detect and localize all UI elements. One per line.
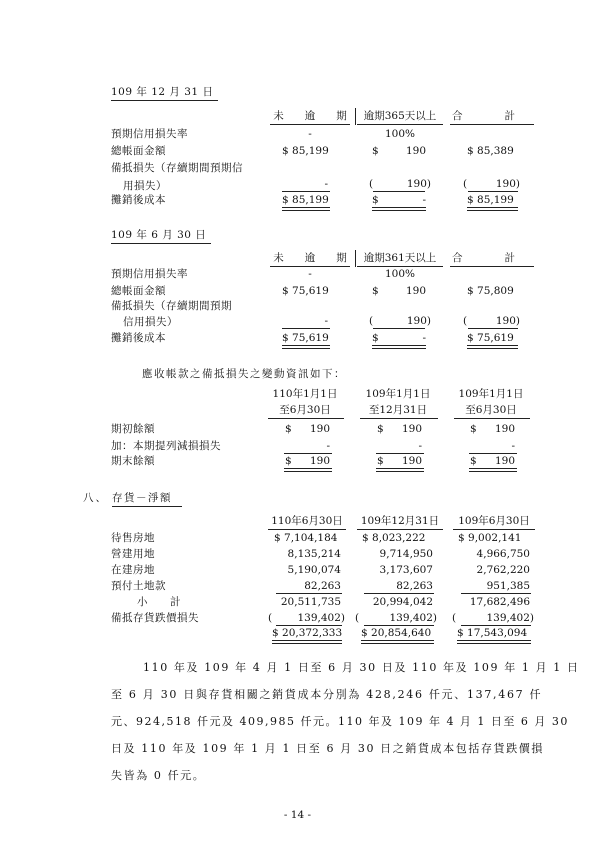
section-b-allowance-overdue-value: 190) (406, 315, 431, 327)
section-b-header-line-2 (357, 266, 443, 267)
paragraph-line: 失皆為 0 仟元。 (111, 769, 206, 782)
section-a-row-allowance-label-2: 用損失） (123, 180, 167, 192)
section-a-gross-overdue-value: 190 (405, 145, 426, 157)
movement-sub-line-3 (469, 453, 517, 454)
inventory-row-label: 備抵存貨跌價損失 (111, 612, 199, 624)
movement-row-opening-dollar-3: $ (470, 423, 477, 435)
inventory-row-value: 139,402) (297, 612, 345, 624)
section-b-gross-overdue-dollar: $ (372, 285, 379, 297)
section-a-amortized-overdue-dollar: $ (372, 194, 379, 206)
movement-row-opening-v3: 190 (494, 423, 515, 435)
inventory-row-value: 82,263 (396, 580, 433, 592)
inventory-paren: ( (355, 612, 360, 624)
movement-sub-line-1 (284, 453, 332, 454)
inventory-row-value: 8,135,214 (287, 548, 341, 560)
section-b-divider (355, 250, 356, 267)
inventory-paren: ( (268, 612, 273, 624)
inventory-heading-number: 八、 (83, 492, 108, 504)
section-a-total-line-2 (372, 207, 426, 211)
movement-col2-top: 109年1月1日 (365, 388, 431, 400)
section-b-header-total: 合 計 (452, 252, 515, 264)
movement-row-impairment-v2: - (418, 440, 422, 452)
section-b-header-line-1 (270, 266, 350, 267)
section-a-rate-overdue: 100% (384, 128, 416, 140)
section-b-row-allowance-label: 備抵損失（存續期間預期 (111, 300, 232, 312)
section-a-row-gross-label: 總帳面金額 (111, 145, 166, 157)
movement-row-impairment-label: 加：本期提列減損損失 (111, 440, 221, 452)
section-a-rate-not-overdue: - (308, 128, 312, 140)
movement-row-opening-dollar-2: $ (377, 423, 384, 435)
section-a-amortized-total: $ 85,199 (467, 194, 514, 206)
inventory-allowance-line-1 (276, 625, 342, 626)
inventory-row-label: 待售房地 (111, 532, 155, 544)
movement-total-line-2 (376, 468, 424, 472)
movement-row-impairment-v1: - (326, 440, 330, 452)
section-b-total-line-2 (372, 345, 426, 349)
paragraph-line: 元、924,518 仟元及 409,985 仟元。110 年及 109 年 4 月 1 日至 6 月 30 (111, 715, 569, 728)
section-b-sub-line-2 (373, 328, 425, 329)
inventory-paren: ( (452, 612, 457, 624)
section-b-gross-not-overdue: $ 75,619 (282, 285, 329, 297)
section-a-amortized-not-overdue: $ 85,199 (282, 194, 329, 206)
inventory-row-value: 951,385 (486, 580, 530, 592)
section-a-header-line-1 (270, 124, 350, 125)
paragraph-line: 至 6 月 30 日與存貨相關之銷貨成本分別為 428,246 仟元、137,467 仟 (111, 688, 543, 701)
section-a-row-allowance-label: 備抵損失（存續期間預期信 (111, 162, 243, 174)
section-b-rate-overdue: 100% (384, 268, 416, 280)
section-b-row-rate-label: 預期信用損失率 (111, 268, 188, 280)
movement-row-closing-dollar-2: $ (377, 455, 384, 467)
inventory-total-line-2 (361, 640, 434, 644)
section-b-allowance-not-overdue: - (324, 315, 328, 327)
inventory-subtotal-line-1 (276, 593, 342, 594)
section-a-allowance-overdue-value: 190) (406, 178, 431, 190)
section-a-sub-line-1 (282, 191, 330, 192)
section-b-total-line-1 (282, 345, 330, 349)
inventory-row-label: 營建用地 (111, 548, 155, 560)
section-b-row-amortized-label: 攤銷後成本 (111, 332, 166, 344)
movement-row-impairment-v3: - (511, 440, 515, 452)
movement-header-line-1 (268, 418, 344, 419)
movement-row-opening-v1: 190 (309, 423, 330, 435)
inventory-subtotal-line-3 (461, 593, 531, 594)
section-b-sub-line-1 (282, 328, 330, 329)
movement-sub-line-2 (376, 453, 424, 454)
inventory-row-value: 2,762,220 (476, 564, 530, 576)
movement-col2-sub: 至12月31日 (368, 404, 428, 416)
section-b-date-underline (111, 243, 211, 244)
inventory-total-line-3 (457, 640, 531, 644)
inventory-header-line-2 (357, 529, 443, 530)
inventory-allowance-line-3 (461, 625, 531, 626)
inventory-row-value: 4,966,750 (476, 548, 530, 560)
section-a-allowance-total-value: 190) (495, 178, 520, 190)
movement-total-line-1 (284, 468, 332, 472)
section-a-row-amortized-label: 攤銷後成本 (111, 194, 166, 206)
inventory-header-2: 109年12月31日 (360, 515, 440, 527)
section-a-header-total: 合 計 (452, 110, 515, 122)
section-a-header-not-overdue: 未 逾 期 (273, 110, 347, 122)
section-a-gross-not-overdue: $ 85,199 (282, 145, 329, 157)
movement-col3-top: 109年1月1日 (458, 388, 524, 400)
section-a-gross-overdue-dollar: $ (372, 145, 379, 157)
inventory-row-value: $ 8,023,222 (362, 532, 426, 544)
inventory-row-value: 20,511,735 (280, 596, 341, 608)
inventory-header-3: 109年6月30日 (458, 515, 530, 527)
section-b-rate-not-overdue: - (308, 268, 312, 280)
movement-col1-top: 110年1月1日 (272, 388, 338, 400)
section-a-date: 109 年 12 月 31 日 (111, 86, 214, 98)
section-b-allowance-total-value: 190) (495, 315, 520, 327)
section-a-sub-line-2 (373, 191, 425, 192)
page-number: - 14 - (283, 809, 312, 821)
inventory-total-line-1 (272, 640, 342, 644)
section-a-amortized-overdue-value: - (422, 194, 426, 206)
section-b-header-not-overdue: 未 逾 期 (273, 252, 347, 264)
movement-intro: 應收帳款之備抵損失之變動資訊如下： (142, 368, 346, 380)
movement-row-closing-dollar-3: $ (470, 455, 477, 467)
inventory-row-label: 在建房地 (111, 564, 155, 576)
paragraph-line: 110 年及 109 年 4 月 1 日至 6 月 30 日及 110 年及 109 年 1 月 1 日 (143, 661, 580, 674)
inventory-allowance-line-2 (364, 625, 434, 626)
inventory-row-value: 3,173,607 (379, 564, 433, 576)
inventory-total-2: $ 20,854,640 (361, 627, 432, 639)
inventory-header-line-3 (453, 529, 535, 530)
inventory-row-value: 5,190,074 (287, 564, 341, 576)
movement-row-opening-dollar-1: $ (285, 423, 292, 435)
inventory-total-3: $ 17,543,094 (457, 627, 528, 639)
inventory-row-label: 預付土地款 (111, 580, 166, 592)
section-b-row-allowance-label-2: 信用損失） (123, 316, 178, 328)
section-b-sub-line-3 (468, 328, 518, 329)
inventory-heading-underline (112, 506, 182, 507)
section-a-allowance-total-paren: ( (463, 178, 468, 190)
inventory-header-1: 110年6月30日 (271, 515, 343, 527)
section-b-date: 109 年 6 月 30 日 (111, 229, 207, 241)
section-b-amortized-not-overdue: $ 75,619 (282, 332, 329, 344)
section-a-sub-line-3 (468, 191, 518, 192)
inventory-row-value: $ 7,104,184 (274, 532, 338, 544)
section-b-allowance-total-paren: ( (463, 315, 468, 327)
movement-row-opening-v2: 190 (401, 423, 422, 435)
inventory-row-label: 小 計 (137, 596, 181, 608)
section-b-amortized-overdue-value: - (422, 332, 426, 344)
section-b-header-overdue: 逾期361天以上 (363, 252, 437, 264)
inventory-row-value: 139,402) (389, 612, 437, 624)
section-b-gross-overdue-value: 190 (405, 285, 426, 297)
inventory-heading-title: 存貨－淨額 (112, 492, 172, 504)
movement-row-closing-v1: 190 (309, 455, 330, 467)
inventory-row-value: 139,402) (486, 612, 534, 624)
movement-row-closing-label: 期末餘額 (111, 455, 155, 467)
inventory-row-value: $ 9,002,141 (458, 532, 522, 544)
section-a-date-underline (111, 100, 218, 101)
section-a-allowance-overdue-paren: ( (369, 178, 374, 190)
section-a-allowance-not-overdue: - (324, 178, 328, 190)
section-b-allowance-overdue-paren: ( (369, 315, 374, 327)
movement-col1-sub: 至6月30日 (279, 404, 331, 416)
inventory-subtotal-line-2 (364, 593, 434, 594)
section-a-header-line-3 (450, 124, 534, 125)
movement-row-closing-v2: 190 (401, 455, 422, 467)
section-b-header-line-3 (450, 266, 534, 267)
inventory-total-1: $ 20,372,333 (272, 627, 343, 639)
section-a-header-line-2 (357, 124, 443, 125)
inventory-row-value: 82,263 (304, 580, 341, 592)
section-a-gross-total: $ 85,389 (467, 145, 514, 157)
section-b-gross-total: $ 75,809 (467, 285, 514, 297)
movement-total-line-3 (469, 468, 517, 472)
section-a-total-line-1 (282, 207, 330, 211)
section-a-total-line-3 (467, 207, 518, 211)
section-a-row-rate-label: 預期信用損失率 (111, 128, 188, 140)
section-b-amortized-total: $ 75,619 (467, 332, 514, 344)
paragraph-line: 日及 110 年及 109 年 1 月 1 日至 6 月 30 日之銷貨成本包括存貨跌價損 (111, 742, 544, 755)
inventory-header-line-1 (268, 529, 346, 530)
movement-col3-sub: 至6月30日 (465, 404, 517, 416)
section-b-amortized-overdue-dollar: $ (372, 332, 379, 344)
section-a-divider (355, 108, 356, 125)
movement-header-line-2 (360, 418, 438, 419)
movement-row-opening-label: 期初餘額 (111, 423, 155, 435)
inventory-row-value: 17,682,496 (469, 596, 530, 608)
inventory-row-value: 20,994,042 (372, 596, 433, 608)
section-b-row-gross-label: 總帳面金額 (111, 285, 166, 297)
section-b-total-line-3 (467, 345, 518, 349)
inventory-row-value: 9,714,950 (379, 548, 433, 560)
movement-row-closing-dollar-1: $ (285, 455, 292, 467)
movement-header-line-3 (454, 418, 530, 419)
movement-row-closing-v3: 190 (494, 455, 515, 467)
section-a-header-overdue: 逾期365天以上 (363, 110, 437, 122)
